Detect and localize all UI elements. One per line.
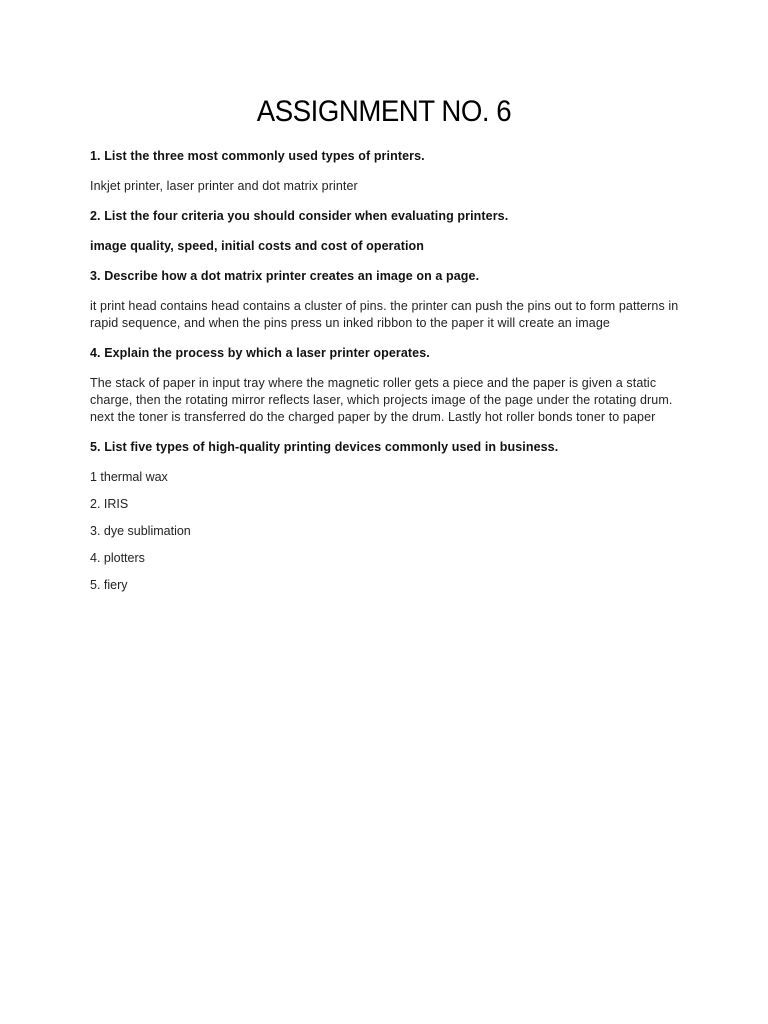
answer-2: image quality, speed, initial costs and cost of operation (90, 239, 425, 253)
assignment-content (90, 148, 680, 604)
answer-5-list (90, 469, 680, 593)
list-item: 3. dye sublimation (90, 524, 191, 538)
list-item: 2. IRIS (90, 497, 129, 511)
question-2: 2. List the four criteria you should consider when evaluating printers. (90, 209, 509, 223)
question-5: 5. List five types of high-quality printing devices commonly used in business. (90, 440, 559, 454)
list-item: 4. plotters (90, 551, 145, 565)
question-1: 1. List the three most commonly used types of printers. (90, 149, 425, 163)
list-item: 1 thermal wax (90, 470, 168, 484)
question-4: 4. Explain the process by which a laser printer operates. (90, 346, 430, 360)
page-title: ASSIGNMENT NO. 6 (256, 95, 512, 128)
answer-3: it print head contains head contains a cluster of pins. the printer can push the pins out to form patterns in rapid sequence, and when the pins press un inked ribbon to the paper it will create an image (90, 299, 679, 330)
answer-1: Inkjet printer, laser printer and dot matrix printer (90, 179, 358, 193)
question-3: 3. Describe how a dot matrix printer creates an image on a page. (90, 269, 480, 283)
answer-4: The stack of paper in input tray where the magnetic roller gets a piece and the paper is given a static charge, then the rotating mirror reflects laser, which projects image of the page under the rotating drum. next the toner is transferred do the charged paper by the drum. Lastly hot roller bonds toner to paper (90, 376, 673, 424)
list-item: 5. fiery (90, 578, 128, 592)
